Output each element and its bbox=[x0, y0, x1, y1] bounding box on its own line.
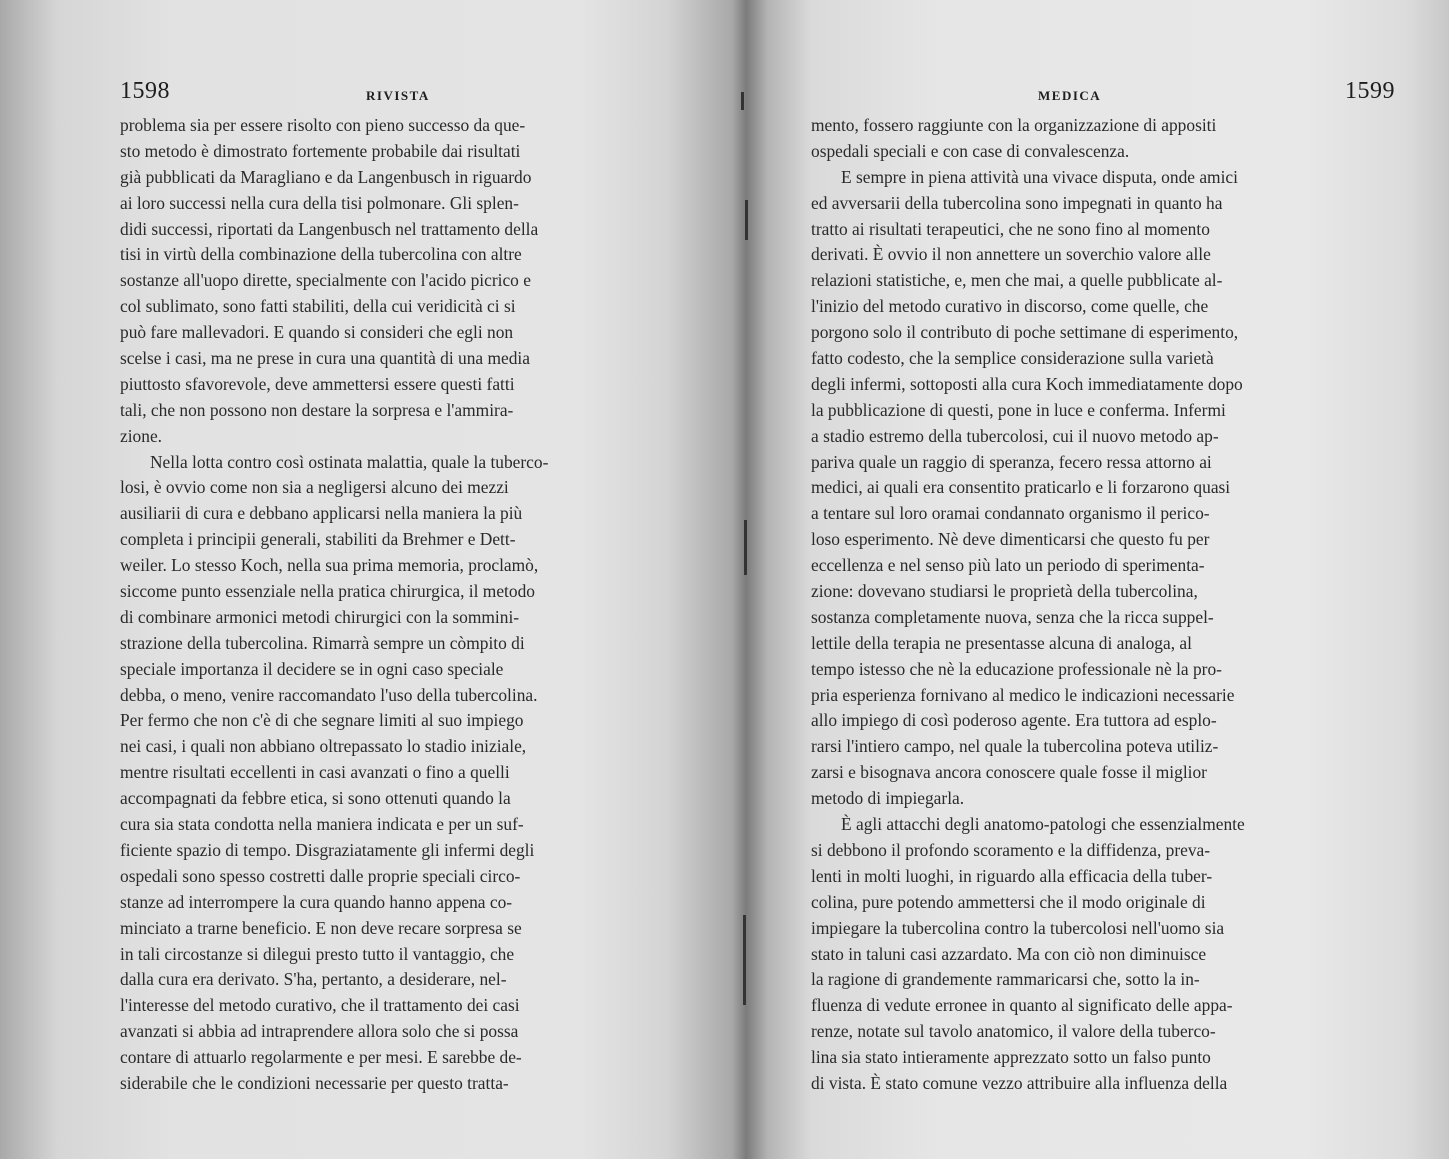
text-line: completa i principii generali, stabiliti da Brehmer e Dett- bbox=[120, 529, 516, 550]
text-line: strazione della tubercolina. Rimarrà sempre un còmpito di bbox=[120, 632, 525, 653]
text-line: in tali circostanze si dilegui presto tutto il vantaggio, che bbox=[120, 943, 515, 964]
text-line: sostanza completamente nuova, senza che la ricca suppel- bbox=[811, 606, 1214, 627]
text-line: zione. bbox=[120, 425, 163, 446]
text-line: minciato a trarne beneficio. E non deve recare sorpresa se bbox=[120, 917, 522, 938]
text-line: ficiente spazio di tempo. Disgraziatamente gli infermi degli bbox=[120, 839, 535, 860]
left-page-number: 1598 bbox=[120, 78, 170, 104]
text-line: ed avversarii della tubercolina sono impegnati in quanto ha bbox=[811, 192, 1223, 213]
text-line: tempo istesso che nè la educazione professionale nè la pro- bbox=[811, 658, 1222, 679]
text-line: mento, fossero raggiunte con la organizzazione di appositi bbox=[811, 115, 1217, 135]
right-page-header bbox=[813, 78, 1395, 108]
text-line: weiler. Lo stesso Koch, nella sua prima memoria, proclamò, bbox=[120, 555, 539, 576]
text-line: può fare mallevadori. E quando si consideri che egli non bbox=[120, 322, 514, 343]
text-line: losi, è ovvio come non sia a negligersi alcuno dei mezzi bbox=[120, 477, 509, 498]
text-line: siderabile che le condizioni necessarie per questo tratta- bbox=[120, 1072, 509, 1093]
text-line: renze, notate sul tavolo anatomico, il valore della tuberco- bbox=[811, 1021, 1216, 1042]
text-line: problema sia per essere risolto con pieno successo da que- bbox=[120, 115, 526, 135]
right-page-number: 1599 bbox=[1345, 78, 1395, 104]
text-line: sto metodo è dimostrato fortemente probabile dai risultati bbox=[120, 140, 521, 161]
text-line: tisi in virtù della combinazione della tubercolina con altre bbox=[120, 244, 522, 265]
text-line: ai loro successi nella cura della tisi polmonare. Gli splen- bbox=[120, 192, 519, 213]
text-line: ospedali sono spesso costretti dalle proprie speciali circo- bbox=[120, 865, 521, 886]
text-line: metodo di impiegarla. bbox=[811, 788, 965, 809]
text-line: lina sia stato intieramente apprezzato sotto un falso punto bbox=[811, 1047, 1211, 1068]
binding-mark bbox=[744, 520, 747, 575]
left-page-header bbox=[120, 78, 680, 108]
text-line: pria esperienza fornivano al medico le indicazioni necessarie bbox=[811, 684, 1235, 705]
text-line: E sempre in piena attività una vivace disputa, onde amici bbox=[841, 166, 1238, 187]
text-line: zarsi e bisognava ancora conoscere quale fosse il miglior bbox=[811, 762, 1207, 783]
text-line: derivati. È ovvio il non annettere un soverchio valore alle bbox=[811, 244, 1211, 265]
binding-mark bbox=[743, 915, 746, 1005]
text-line: dalla cura era derivato. S'ha, pertanto, a desiderare, nel- bbox=[120, 969, 507, 990]
text-line: eccellenza e nel senso più lato un periodo di sperimenta- bbox=[811, 555, 1205, 576]
text-line: l'interesse del metodo curativo, che il trattamento dei casi bbox=[120, 995, 520, 1016]
text-line: la pubblicazione di questi, pone in luce e conferma. Infermi bbox=[811, 399, 1226, 420]
text-line: Per fermo che non c'è di che segnare limiti al suo impiego bbox=[120, 710, 524, 731]
text-line: relazioni statistiche, e, men che mai, a quelle pubblicate al- bbox=[811, 270, 1223, 291]
text-line: È agli attacchi degli anatomo-patologi che essenzialmente bbox=[841, 814, 1245, 835]
text-line: loso esperimento. Nè deve dimenticarsi che questo fu per bbox=[811, 529, 1210, 550]
text-line: ausiliarii di cura e debbano applicarsi nella maniera la più bbox=[120, 503, 523, 524]
text-line: Nella lotta contro così ostinata malattia, quale la tuberco- bbox=[150, 451, 549, 472]
text-line: tratto ai risultati terapeutici, che ne sono fino al momento bbox=[811, 218, 1210, 239]
text-line: allo impiego di così poderoso agente. Era tuttora ad esplo- bbox=[811, 710, 1217, 731]
right-page-body bbox=[811, 113, 1389, 1097]
text-line: sostanze all'uopo dirette, specialmente con l'acido picrico e bbox=[120, 270, 531, 291]
text-line: lenti in molti luoghi, in riguardo alla efficacia della tuber- bbox=[811, 865, 1213, 886]
text-line: porgono solo il contributo di poche settimane di esperimento, bbox=[811, 322, 1239, 343]
text-line: cura sia stata condotta nella maniera indicata e per un suf- bbox=[120, 814, 524, 835]
text-line: fluenza di vedute erronee in quanto al significato delle appa- bbox=[811, 995, 1233, 1016]
text-line: piuttosto sfavorevole, deve ammettersi essere questi fatti bbox=[120, 373, 515, 394]
text-line: si debbono il profondo scoramento e la diffidenza, preva- bbox=[811, 839, 1211, 860]
text-line: avanzati si abbia ad intraprendere allora solo che si possa bbox=[120, 1021, 519, 1042]
text-line: colina, pure potendo ammettersi che il modo originale di bbox=[811, 891, 1206, 912]
text-line: nei casi, i quali non abbiano oltrepassato lo stadio iniziale, bbox=[120, 736, 527, 757]
text-line: scelse i casi, ma ne prese in cura una quantità di una media bbox=[120, 348, 530, 369]
text-line: già pubblicati da Maragliano e da Langenbusch in riguardo bbox=[120, 166, 532, 187]
text-line: ospedali speciali e con case di convalescenza. bbox=[811, 140, 1130, 161]
binding-mark bbox=[741, 92, 744, 110]
text-line: di combinare armonici metodi chirurgici con la sommini- bbox=[120, 606, 520, 627]
text-line: l'inizio del metodo curativo in discorso, come quelle, che bbox=[811, 296, 1209, 317]
text-line: speciale importanza il decidere se in ogni caso speciale bbox=[120, 658, 504, 679]
text-line: di vista. È stato comune vezzo attribuire alla influenza della bbox=[811, 1072, 1228, 1093]
right-running-title: MEDICA bbox=[1038, 88, 1102, 103]
text-line: stanze ad interrompere la cura quando hanno appena co- bbox=[120, 891, 513, 912]
binding-mark bbox=[745, 200, 748, 240]
text-line: col sublimato, sono fatti stabiliti, della cui veridicità ci si bbox=[120, 296, 516, 317]
right-page bbox=[745, 0, 1449, 1159]
text-line: degli infermi, sottoposti alla cura Koch immediatamente dopo bbox=[811, 373, 1243, 394]
text-line: a stadio estremo della tubercolosi, cui il nuovo metodo ap- bbox=[811, 425, 1219, 446]
text-line: rarsi l'intiero campo, nel quale la tubercolina poteva utiliz- bbox=[811, 736, 1219, 757]
left-page-body bbox=[120, 113, 678, 1097]
text-line: tali, che non possono non destare la sorpresa e l'ammira- bbox=[120, 399, 514, 420]
text-line: pariva quale un raggio di speranza, fecero ressa attorno ai bbox=[811, 451, 1212, 472]
text-line: debba, o meno, venire raccomandato l'uso della tubercolina. bbox=[120, 684, 538, 705]
text-line: accompagnati da febbre etica, si sono ottenuti quando la bbox=[120, 788, 511, 809]
text-line: lettile della terapia ne presentasse alcuna di analoga, al bbox=[811, 632, 1192, 653]
text-line: la ragione di grandemente rammaricarsi che, sotto la in- bbox=[811, 969, 1200, 990]
text-line: fatto codesto, che la semplice considerazione sulla varietà bbox=[811, 348, 1214, 369]
text-line: didi successi, riportati da Langenbusch nel trattamento della bbox=[120, 218, 539, 239]
text-line: siccome punto essenziale nella pratica chirurgica, il metodo bbox=[120, 581, 535, 602]
text-line: zione: dovevano studiarsi le proprietà della tubercolina, bbox=[811, 581, 1198, 602]
text-line: mentre risultati eccellenti in casi avanzati o fino a quelli bbox=[120, 762, 510, 783]
text-line: medici, ai quali era consentito praticarlo e li forzarono quasi bbox=[811, 477, 1231, 498]
text-line: contare di attuarlo regolarmente e per mesi. E sarebbe de- bbox=[120, 1047, 522, 1068]
text-line: impiegare la tubercolina contro la tubercolosi nell'uomo sia bbox=[811, 917, 1225, 938]
text-line: a tentare sul loro oramai condannato organismo il perico- bbox=[811, 503, 1210, 524]
text-line: stato in taluni casi azzardato. Ma con ciò non diminuisce bbox=[811, 943, 1207, 964]
left-running-title: RIVISTA bbox=[366, 88, 430, 103]
